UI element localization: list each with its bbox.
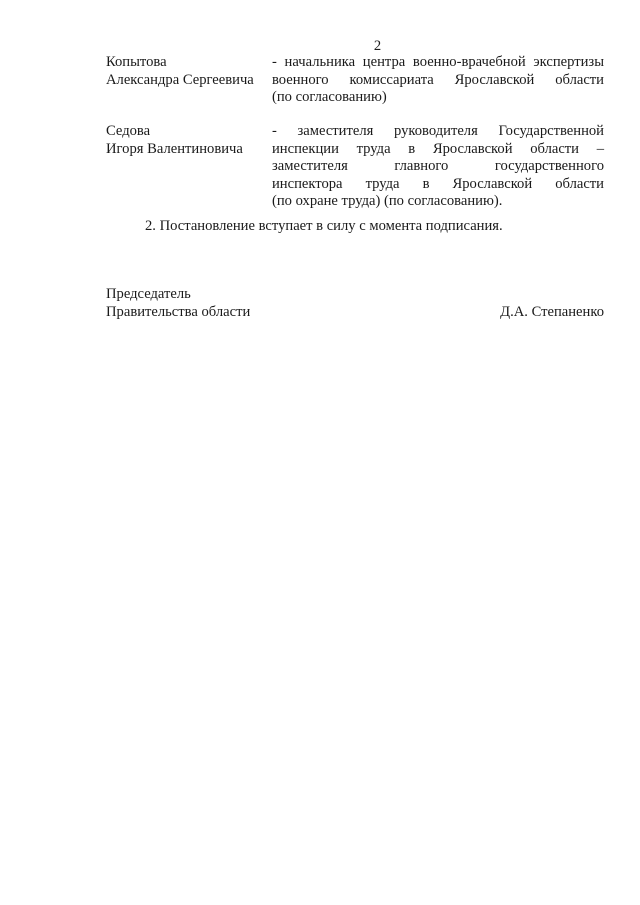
member-role-line: инспектора труда в Ярославской области <box>272 175 604 192</box>
signatory-title-line: Председатель <box>106 286 191 302</box>
page-number: 2 <box>373 38 382 54</box>
signatory-name: Д.А. Степаненко <box>500 303 604 320</box>
member-name <box>106 54 271 89</box>
member-role-line: заместителя главного государственного <box>272 158 604 174</box>
member-role-line: (по согласованию) <box>272 89 387 105</box>
member-role-line: инспекции труда в Ярославской области – <box>272 140 604 157</box>
member-role <box>272 123 604 211</box>
member-role-line: - начальника центра военно-врачебной экспертизы <box>272 54 604 70</box>
signatory-title-line: Правительства области <box>106 303 251 320</box>
signature-block <box>106 286 604 321</box>
member-surname: Копытова <box>106 54 167 70</box>
member-name <box>106 123 271 158</box>
member-surname: Седова <box>106 123 151 139</box>
member-role <box>272 54 604 107</box>
effective-date-clause: 2. Постановление вступает в силу с момента подписания. <box>145 218 503 234</box>
member-role-line: - заместителя руководителя Государственной <box>272 123 604 139</box>
member-role-line: военного комиссариата Ярославской области <box>272 71 604 88</box>
member-given-names: Игоря Валентиновича <box>106 140 243 157</box>
member-role-line: (по охране труда) (по согласованию). <box>272 193 503 209</box>
member-given-names: Александра Сергеевича <box>106 71 254 88</box>
